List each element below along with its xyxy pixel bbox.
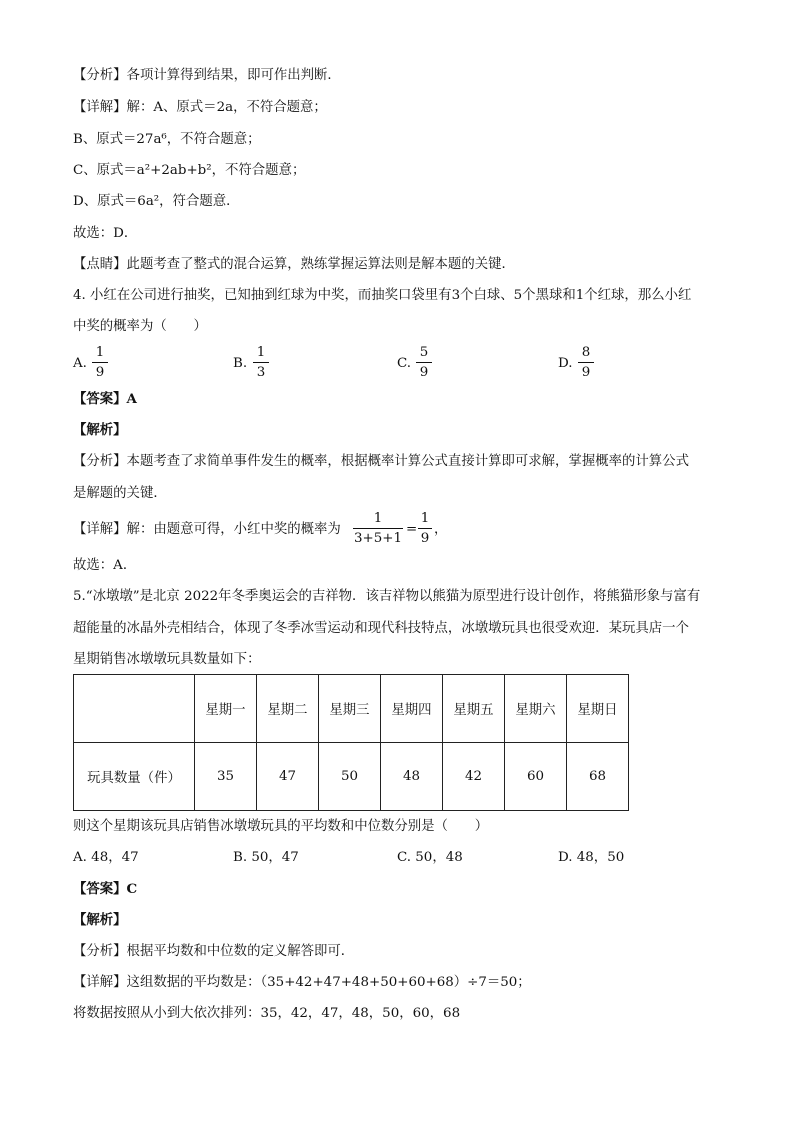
table-header-cell: 星期一 [195,675,257,743]
q5-question: 则这个星期该玩具店销售冰墩墩玩具的平均数和中位数分别是（ ） [73,819,489,834]
fraction-bar [92,362,108,363]
fraction-numerator: 5 [419,345,429,360]
q4-analysis-line2: 是解题的关键． [73,486,167,501]
q4-analysis-line1: 【分析】本题考查了求简单事件发生的概率，根据概率计算公式直接计算即可求解，掌握概率的计算公式 [73,454,689,469]
q4-choose: 故选：A． [73,558,137,573]
table-cell: 42 [443,743,505,811]
q5-detail-line2: 将数据按照从小到大依次排列：35，42，47，48，50，60，68 [73,1006,461,1021]
table-header-cell: 星期三 [319,675,381,743]
q5-stem-line2: 超能量的冰晶外壳相结合，体现了冬季冰雪运动和现代科技特点，冰墩墩玩具也很受欢迎．某玩具店一个 [73,621,689,636]
table-row [74,743,629,811]
q5-option-d: D. 48，50 [558,850,625,865]
table-cell: 35 [195,743,257,811]
q4-stem-line2: 中奖的概率为（ ） [73,319,207,334]
q4-detail-fraction-1 [353,510,403,547]
table-row-label: 玩具数量（件） [74,743,195,811]
q4-option-b-fraction [253,344,269,381]
table-header-cell: 星期二 [257,675,319,743]
q3-comment: 【点睛】此题考查了整式的混合运算，熟练掌握运算法则是解本题的关键． [73,257,515,272]
q4-option-d-fraction [578,344,594,381]
q4-option-d-letter: D. [558,356,573,371]
q4-option-a-letter: A. [73,356,87,371]
table-header-cell: 星期四 [381,675,443,743]
q4-answer: 【答案】A [73,391,137,407]
table-header-cell: 星期六 [505,675,567,743]
table-header-cell: 星期五 [443,675,505,743]
fraction-denominator: 9 [419,365,429,380]
fraction-numerator: 1 [256,345,266,360]
fraction-denominator: 3 [256,365,266,380]
q4-detail-equals: = [406,522,418,537]
q5-answer: 【答案】C [73,881,138,897]
q4-option-b-letter: B. [233,356,248,371]
q5-detail-line1: 【详解】这组数据的平均数是：（35+42+47+48+50+60+68）÷7＝50； [73,975,531,990]
q3-detail-c: C、原式＝a²+2ab+b²，不符合题意； [73,163,306,178]
q3-detail-d: D、原式＝6a²，符合题意． [73,194,240,209]
q3-choose: 故选：D． [73,226,138,241]
q5-stem-line1: 5.“冰墩墩”是北京 2022年冬季奥运会的吉祥物．该吉祥物以熊猫为原型进行设计创作，将熊猫形象与富有 [73,589,701,604]
q4-detail-prefix: 【详解】解：由题意可得，小红中奖的概率为 [73,522,341,537]
q5-stem-line3: 星期销售冰墩墩玩具数量如下： [73,652,261,667]
table-cell: 47 [257,743,319,811]
fraction-denominator: 3+5+1 [354,531,402,546]
table-cell: 50 [319,743,381,811]
q3-detail-b: B、原式＝27a⁶，不符合题意； [73,132,261,147]
q5-parse-heading: 【解析】 [73,912,127,928]
table-header-cell: 星期日 [567,675,629,743]
fraction-denominator: 9 [581,365,591,380]
q4-detail-fraction-2 [418,510,432,547]
q4-option-c-fraction [416,344,432,381]
fraction-bar [353,528,403,529]
fraction-numerator: 1 [95,345,105,360]
q4-option-a-fraction [92,344,108,381]
q5-analysis: 【分析】根据平均数和中位数的定义解答即可． [73,944,355,959]
fraction-numerator: 1 [420,511,430,526]
fraction-bar [418,528,432,529]
table-cell: 60 [505,743,567,811]
fraction-denominator: 9 [95,365,105,380]
q5-option-b: B. 50，47 [233,850,299,865]
q4-option-c-letter: C. [397,356,412,371]
table-cell: 68 [567,743,629,811]
fraction-numerator: 8 [581,345,591,360]
q5-option-a: A. 48，47 [73,850,139,865]
table-header-cell [74,675,195,743]
table-cell: 48 [381,743,443,811]
q4-parse-heading: 【解析】 [73,422,127,438]
table-header-row [74,675,629,743]
fraction-numerator: 1 [373,511,383,526]
fraction-denominator: 9 [420,531,430,546]
q3-analysis: 【分析】各项计算得到结果，即可作出判断． [73,68,341,83]
fraction-bar [578,362,594,363]
q3-detail-a: 【详解】解：A、原式＝2a，不符合题意； [73,100,327,115]
fraction-bar [416,362,432,363]
q4-detail-suffix: ， [434,522,448,537]
sales-table [73,674,629,811]
q5-option-c: C. 50，48 [397,850,463,865]
q4-stem-line1: 4. 小红在公司进行抽奖，已知抽到红球为中奖，而抽奖口袋里有3个白球、5个黑球和1个红球，那么小红 [73,288,692,303]
fraction-bar [253,362,269,363]
